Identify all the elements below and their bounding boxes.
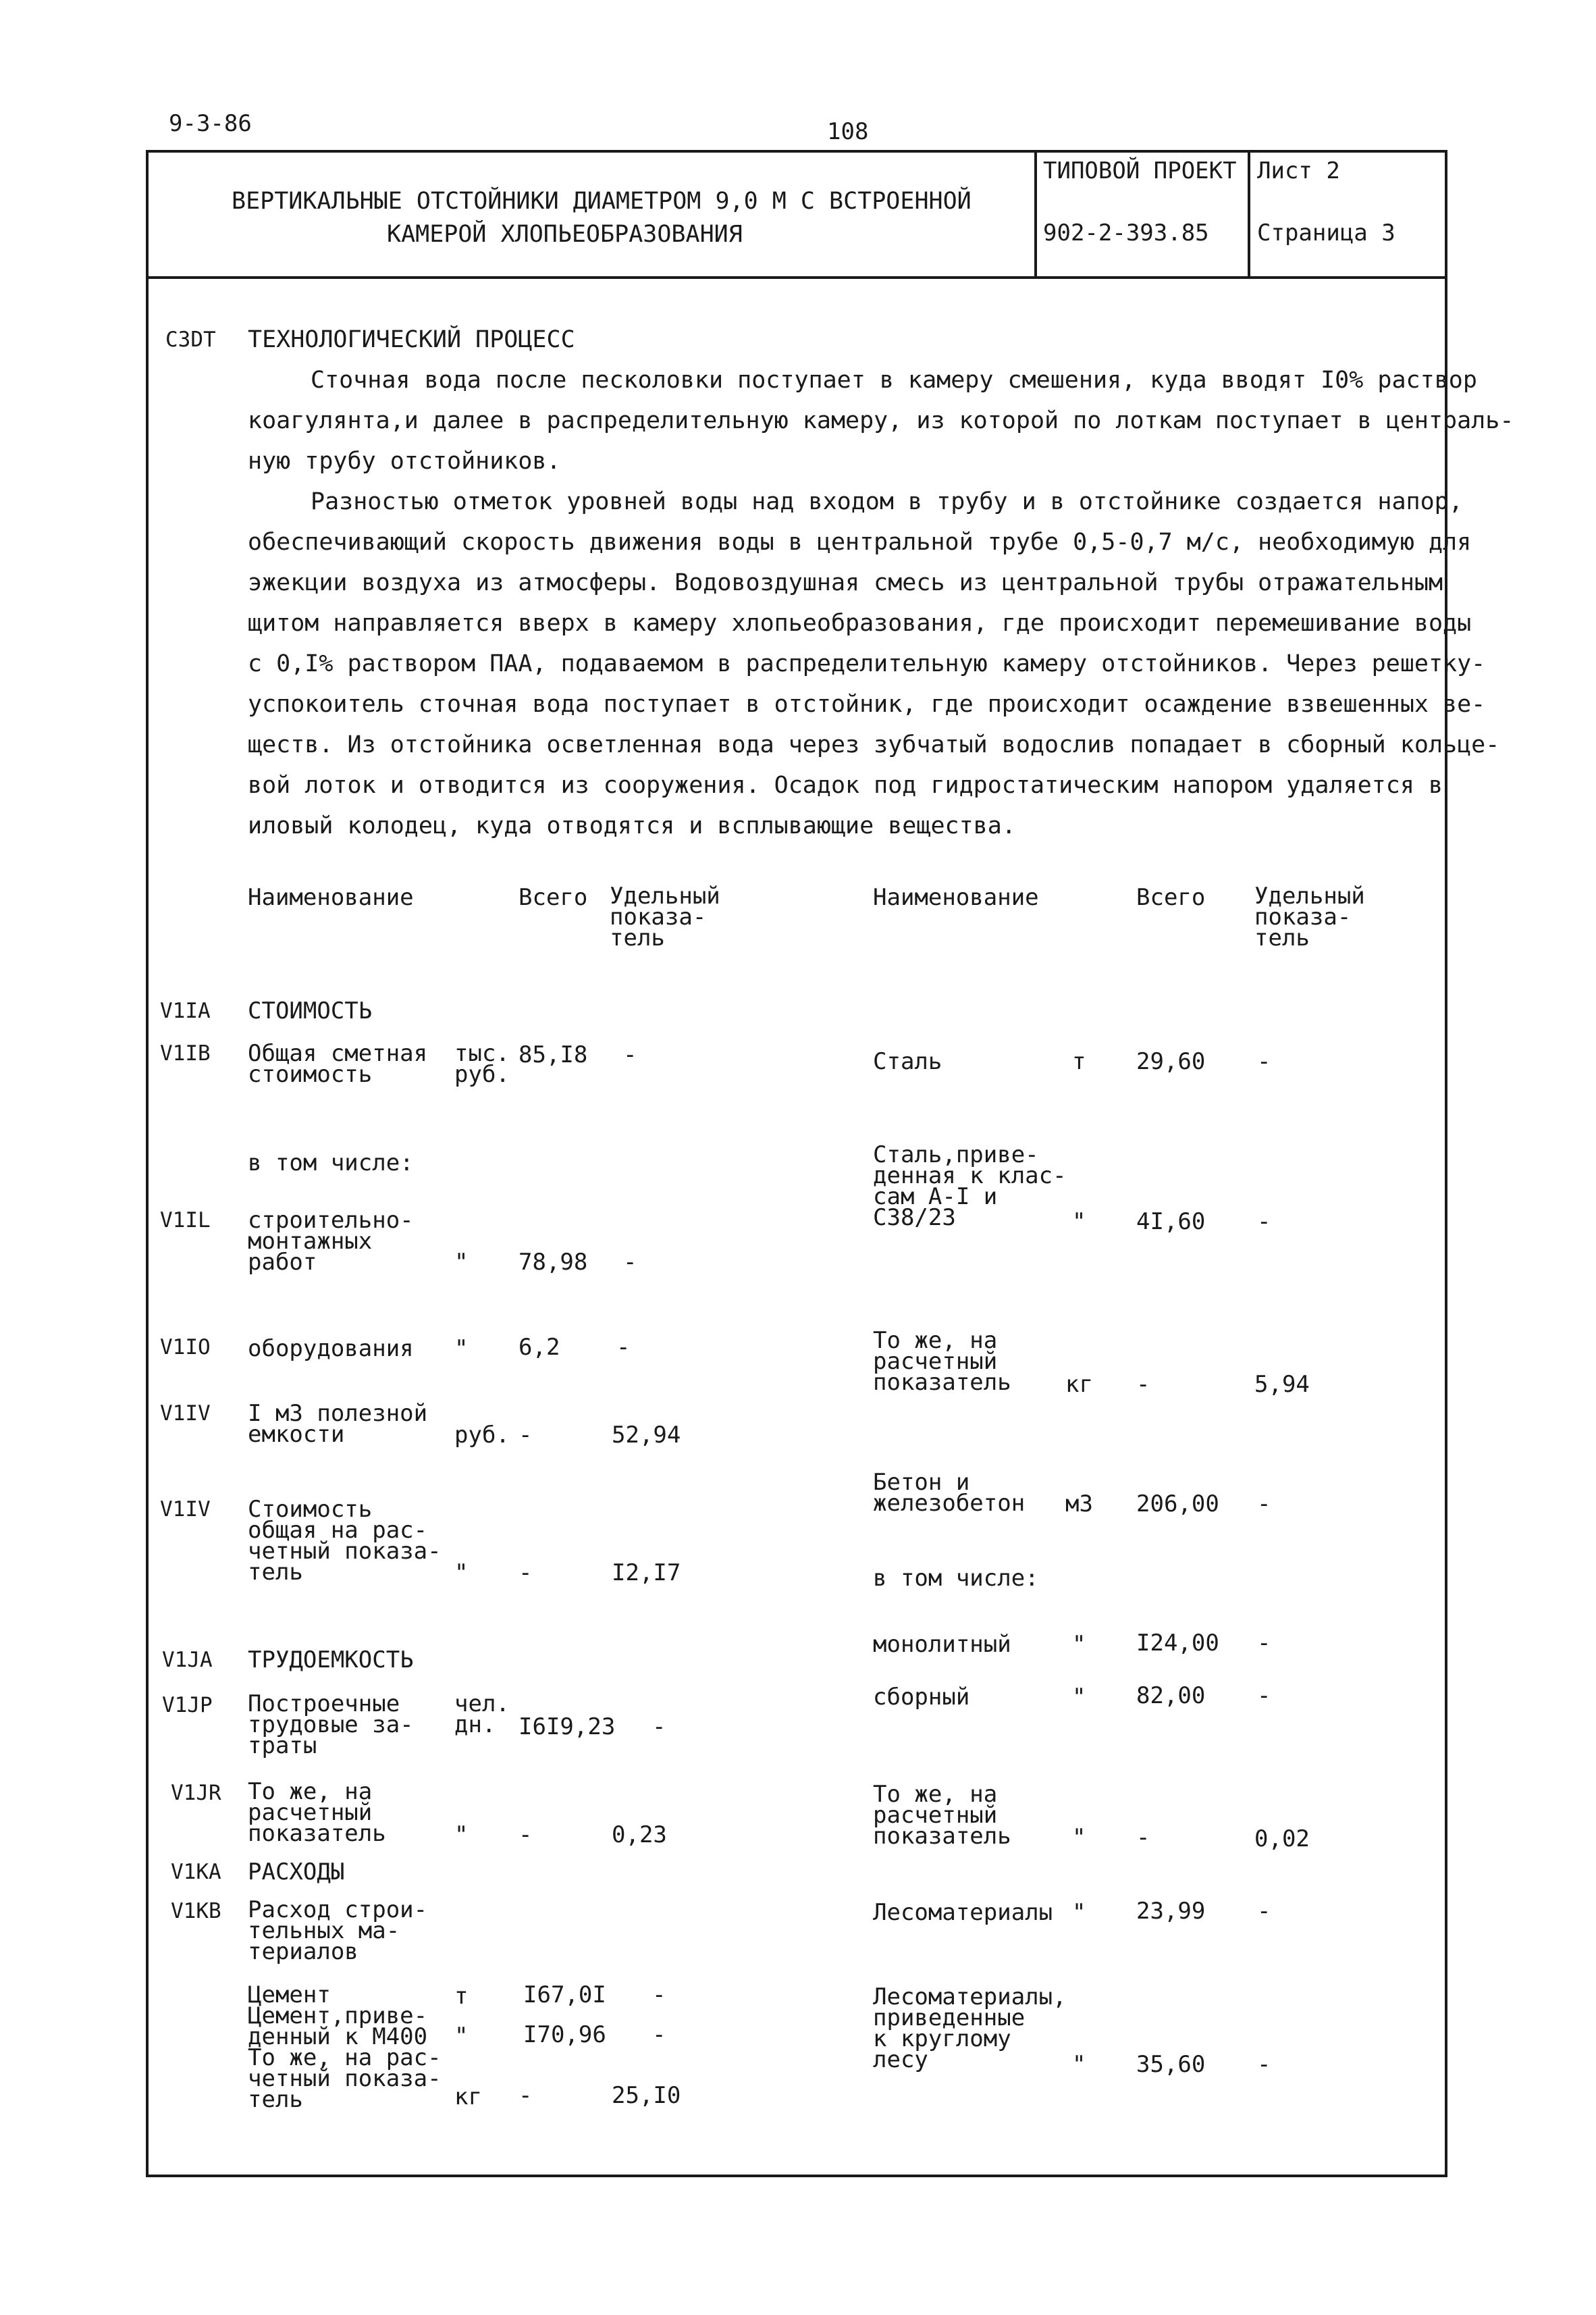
row-specific: - [652,2021,666,2048]
row-name: Сталь [873,1048,942,1075]
row-name: Общая сметная стоимость [248,1040,428,1088]
row-total: I24,00 [1136,1630,1219,1657]
row-specific: I2,I7 [612,1559,681,1586]
page-number: 108 [827,118,869,145]
stamp-divider [146,276,1447,279]
row-specific: 52,94 [612,1422,681,1449]
row-unit: " [454,1249,469,1276]
row-name: монолитный [873,1631,1011,1658]
row-code: V1IL [160,1208,211,1232]
row-total: 82,00 [1136,1682,1206,1709]
row-specific: - [1257,2051,1271,2078]
row-specific: - [1257,1490,1271,1517]
row-total: - [518,1559,533,1586]
row-code: V1JR [171,1781,221,1805]
paragraph-line: Разностью отметок уровней воды над входом в трубу и в отстойнике создается напор, [311,488,1463,515]
paragraph-line: ную трубу отстойников. [248,448,561,475]
section-title: ТЕХНОЛОГИЧЕСКИЙ ПРОЦЕСС [248,326,575,353]
row-code: V1IO [160,1335,211,1359]
group-label-cost: СТОИМОСТЬ [248,997,373,1024]
row-specific: 5,94 [1254,1371,1310,1398]
col-header-name-left: Наименование [248,884,414,911]
row-name: Расход строи- тельных ма- териалов [248,1896,428,1965]
group-label-consumption: РАСХОДЫ [248,1858,345,1885]
row-code: V1IB [160,1041,211,1066]
row-unit: " [1072,1824,1086,1851]
row-name: То же, на расчетный показатель [873,1781,1011,1850]
paragraph-line: коагулянта,и далее в распределительную камеру, из которой по лоткам поступает в централь- [248,407,1514,434]
col-header-total-left: Всего [518,884,588,911]
row-total: I6I9,23 [518,1713,616,1740]
page-label: Страница 3 [1257,219,1395,246]
row-total: 4I,60 [1136,1208,1206,1235]
row-total: - [518,1422,533,1449]
project-label: ТИПОВОЙ ПРОЕКТ [1043,157,1237,184]
row-total: 85,I8 [518,1041,588,1068]
row-name: строительно- монтажных работ [248,1207,414,1276]
col-header-specific-left: Удельный показа- тель [610,883,720,952]
row-unit: тыс. руб. [454,1040,510,1088]
row-unit: " [454,1559,469,1586]
row-specific: - [652,1981,666,2008]
row-specific: 0,02 [1254,1825,1310,1852]
row-specific: 0,23 [612,1821,667,1848]
row-unit: " [1072,1899,1086,1926]
row-specific: - [1257,1682,1271,1709]
row-total: - [518,2082,533,2109]
row-unit: " [1072,2051,1086,2078]
col-header-specific-right: Удельный показа- тель [1254,883,1365,952]
paragraph-line: щитом направляется вверх в камеру хлопьеобразования, где происходит перемешивание воды [248,610,1472,637]
row-total: - [1136,1371,1150,1398]
row-unit: " [1072,1631,1086,1658]
sheet-number: Лист 2 [1257,157,1340,184]
paragraph-line: эжекции воздуха из атмосферы. Водовоздушная смесь из центральной трубы отражательным [248,569,1443,596]
row-specific: 25,I0 [612,2082,681,2109]
row-unit: т [454,1983,469,2010]
row-unit: м3 [1065,1490,1093,1517]
paragraph-line: иловый колодец, куда отводятся и всплывающие вещества. [248,812,1016,839]
row-unit: руб. [454,1422,510,1449]
row-name: Лесоматериалы [873,1899,1053,1926]
row-name: Сталь,приве- денная к клас- сам А-I и С38/23 [873,1141,1067,1231]
paragraph-line: с 0,I% раствором ПАА, подаваемом в распределительную камеру отстойников. Через решетку- [248,650,1486,677]
row-specific: - [623,1249,637,1276]
row-specific: - [652,1713,666,1740]
row-name: То же, на расчетный показатель [873,1327,1011,1396]
paragraph-line: ществ. Из отстойника осветленная вода через зубчатый водослив попадает в сборный кольце- [248,731,1500,758]
stamp-title-line1: ВЕРТИКАЛЬНЫЕ ОТСТОЙНИКИ ДИАМЕТРОМ 9,0 М С ВСТРОЕННОЙ [232,188,972,215]
col-header-total-right: Всего [1136,884,1206,911]
including-label: в том числе: [248,1149,414,1176]
row-total: - [518,1821,533,1848]
row-unit: кг [454,2083,482,2110]
doc-code: 9-3-86 [169,110,252,137]
row-unit: " [1072,1208,1086,1235]
paragraph-line: обеспечивающий скорость движения воды в центральной трубе 0,5-0,7 м/с, необходимую для [248,529,1472,556]
paragraph-line: успокоитель сточная вода поступает в отстойник, где происходит осаждение взвешенных ве- [248,691,1486,718]
row-code: V1IA [160,999,211,1023]
row-name: То же, на расчетный показатель [248,1778,386,1847]
row-specific: - [623,1041,637,1068]
row-unit: т [1072,1048,1086,1075]
stamp-divider-1 [1034,150,1037,278]
project-number: 902-2-393.85 [1043,219,1209,246]
row-code: V1JP [162,1693,213,1717]
row-code: V1IV [160,1497,211,1521]
row-name: Бетон и железобетон [873,1469,1026,1517]
row-name: сборный [873,1684,970,1711]
row-specific: - [1257,1630,1271,1657]
row-total: 6,2 [518,1334,560,1361]
cement-names: Цемент Цемент,приве- денный к М400 То же, на рас- четный показа- тель [248,1981,442,2113]
row-unit: " [454,2023,469,2050]
row-code: V1JA [162,1648,213,1672]
col-header-name-right: Наименование [873,884,1039,911]
row-name: оборудования [248,1335,414,1362]
section-code: C3DT [165,328,216,352]
row-total: 23,99 [1136,1898,1206,1925]
paragraph-line: вой лоток и отводится из сооружения. Осадок под гидростатическим напором удаляется в [248,772,1443,799]
row-unit: чел. дн. [454,1690,510,1738]
row-total: 29,60 [1136,1048,1206,1075]
row-specific: - [1257,1048,1271,1075]
row-total: - [1136,1824,1150,1851]
row-name: Стоимость общая на рас- четный показа- тель [248,1496,442,1586]
row-name: I м3 полезной емкости [248,1400,428,1448]
row-total: 35,60 [1136,2051,1206,2078]
stamp-divider-2 [1248,150,1250,278]
row-code: V1IV [160,1401,211,1426]
row-code: V1KB [171,1899,221,1923]
row-specific: - [1257,1208,1271,1235]
row-total: I67,0I [523,1981,606,2008]
row-specific: - [1257,1898,1271,1925]
row-total: I70,96 [523,2021,606,2048]
row-name: Построечные трудовые за- траты [248,1690,414,1759]
row-total: 206,00 [1136,1490,1219,1517]
stamp-title-line2: КАМЕРОЙ ХЛОПЬЕОБРАЗОВАНИЯ [387,221,743,248]
row-total: 78,98 [518,1249,588,1276]
row-code: V1KA [171,1860,221,1884]
row-unit: " [454,1335,469,1362]
row-unit: кг [1065,1371,1093,1398]
paragraph-line: Сточная вода после песколовки поступает в камеру смешения, куда вводят I0% раствор [311,367,1477,394]
row-specific: - [616,1334,631,1361]
row-name: Лесоматериалы, приведенные к круглому лесу [873,1983,1067,2073]
group-label-labor: ТРУДОЕМКОСТЬ [248,1646,414,1673]
row-unit: " [1072,1684,1086,1711]
row-unit: " [454,1821,469,1848]
including-label: в том числе: [873,1565,1039,1592]
